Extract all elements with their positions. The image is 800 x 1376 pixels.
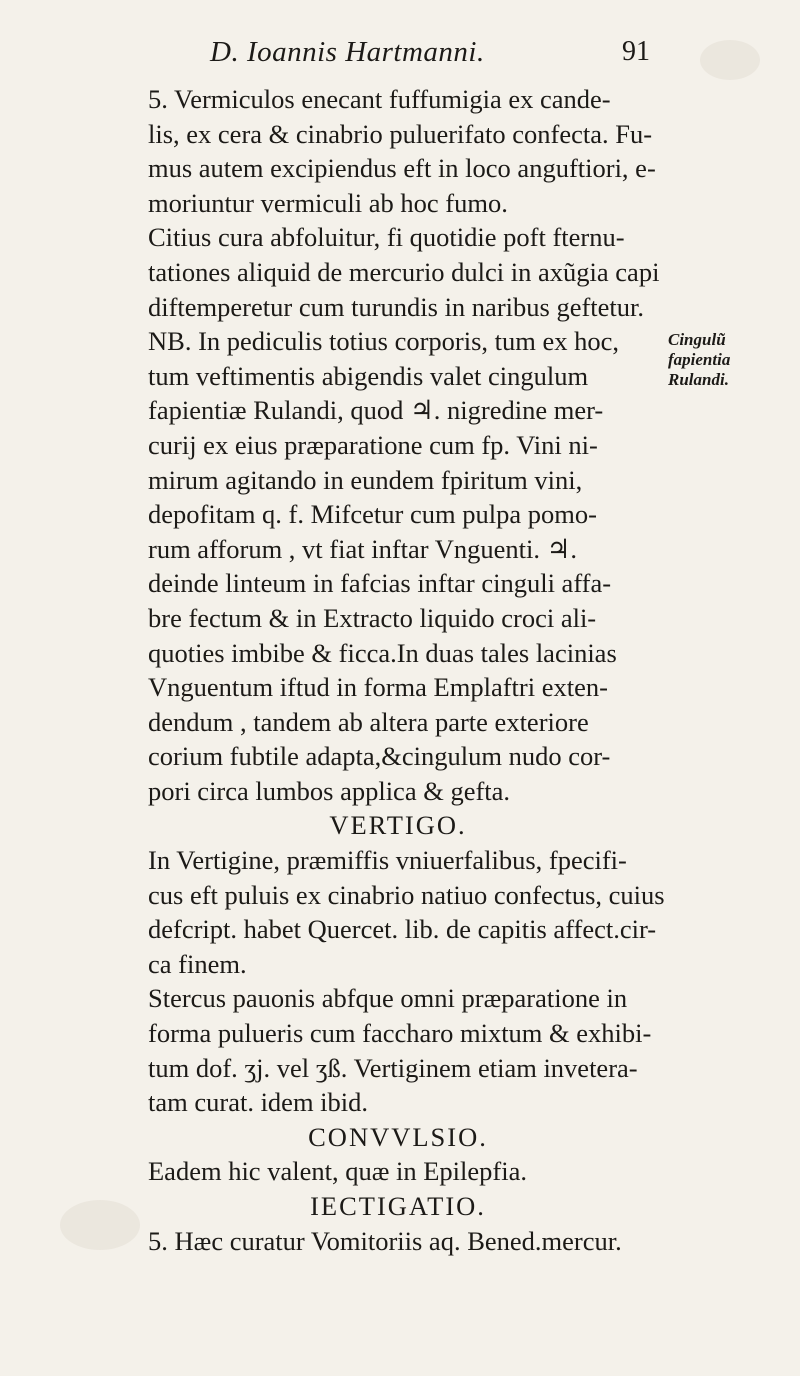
- text-line: In Vertigine, præmiffis vniuerfalibus, fpecifi-: [148, 845, 627, 876]
- body-text: [148, 82, 665, 1258]
- text-line: tum veftimentis abigendis valet cingulum: [148, 360, 589, 391]
- page-header: [210, 36, 650, 76]
- text-line: Vnguentum iftud in forma Emplaftri exten-: [148, 672, 608, 703]
- section-heading-vertigo: VERTIGO.: [329, 810, 467, 841]
- text-line: quoties imbibe & ficca.In duas tales lacinias: [148, 637, 617, 668]
- text-line: moriuntur vermiculi ab hoc fumo.: [148, 187, 508, 218]
- paper-stain: [700, 40, 760, 80]
- text-line: lis, ex cera & cinabrio puluerifato confecta. Fu-: [148, 118, 653, 149]
- section-heading-iectigatio: IECTIGATIO.: [310, 1191, 486, 1221]
- text-line: forma pulueris cum faccharo mixtum & exhibi-: [148, 1018, 652, 1049]
- text-line: cus eft puluis ex cinabrio natiuo confectus, cuius: [148, 879, 665, 910]
- text-line: tam curat. idem ibid.: [148, 1087, 369, 1118]
- margin-note-line: Cingulũ: [668, 330, 726, 349]
- text-line: Stercus pauonis abfque omni præparatione in: [148, 983, 628, 1014]
- text-line: ca finem.: [148, 948, 247, 979]
- text-line: Eadem hic valent, quæ in Epilepfia.: [148, 1156, 527, 1187]
- text-line: mus autem excipiendus eft in loco anguftiori, e-: [148, 153, 656, 184]
- text-line: deinde linteum in fafcias inftar cinguli affa-: [148, 568, 612, 599]
- margin-note-line: fapientia: [668, 350, 731, 369]
- text-line: 5. Vermiculos enecant fuffumigia ex cande-: [148, 84, 611, 114]
- text-line: NB. In pediculis totius corporis, tum ex hoc,: [148, 326, 620, 357]
- text-line: fapientiæ Rulandi, quod ♃. nigredine mer-: [148, 395, 604, 426]
- margin-note-cingulum: [668, 330, 788, 390]
- paper-stain: [60, 1200, 140, 1250]
- text-line: tationes aliquid de mercurio dulci in axũgia capi: [148, 256, 660, 287]
- text-line: Citius cura abfoluitur, fi quotidie poft fternu-: [148, 222, 625, 253]
- text-line: bre fectum & in Extracto liquido croci ali-: [148, 602, 597, 633]
- text-line: pori circa lumbos applica & gefta.: [148, 775, 511, 806]
- text-line: 5. Hæc curatur Vomitoriis aq. Bened.mercur.: [148, 1225, 622, 1256]
- text-line: depofitam q. f. Mifcetur cum pulpa pomo-: [148, 499, 597, 530]
- text-line: defcript. habet Quercet. lib. de capitis affect.cir-: [148, 914, 657, 945]
- margin-note-line: Rulandi.: [668, 370, 729, 389]
- text-line: mirum agitando in eundem fpiritum vini,: [148, 464, 583, 495]
- text-line: tum dof. ʒj. vel ʒß. Vertiginem etiam invetera-: [148, 1052, 638, 1083]
- text-line: dendum , tandem ab altera parte exteriore: [148, 706, 589, 737]
- section-heading-convulsio: CONVVLSIO.: [308, 1121, 488, 1152]
- text-line: curij ex eius præparatione cum fp. Vini ni-: [148, 429, 598, 460]
- page-number: 91: [622, 36, 650, 67]
- text-line: rum afforum , vt fiat inftar Vnguenti. ♃.: [148, 533, 578, 564]
- text-line: corium fubtile adapta,&cingulum nudo cor-: [148, 741, 611, 772]
- running-head: D. Ioannis Hartmanni.: [210, 36, 485, 68]
- text-line: diftemperetur cum turundis in naribus geftetur.: [148, 291, 645, 322]
